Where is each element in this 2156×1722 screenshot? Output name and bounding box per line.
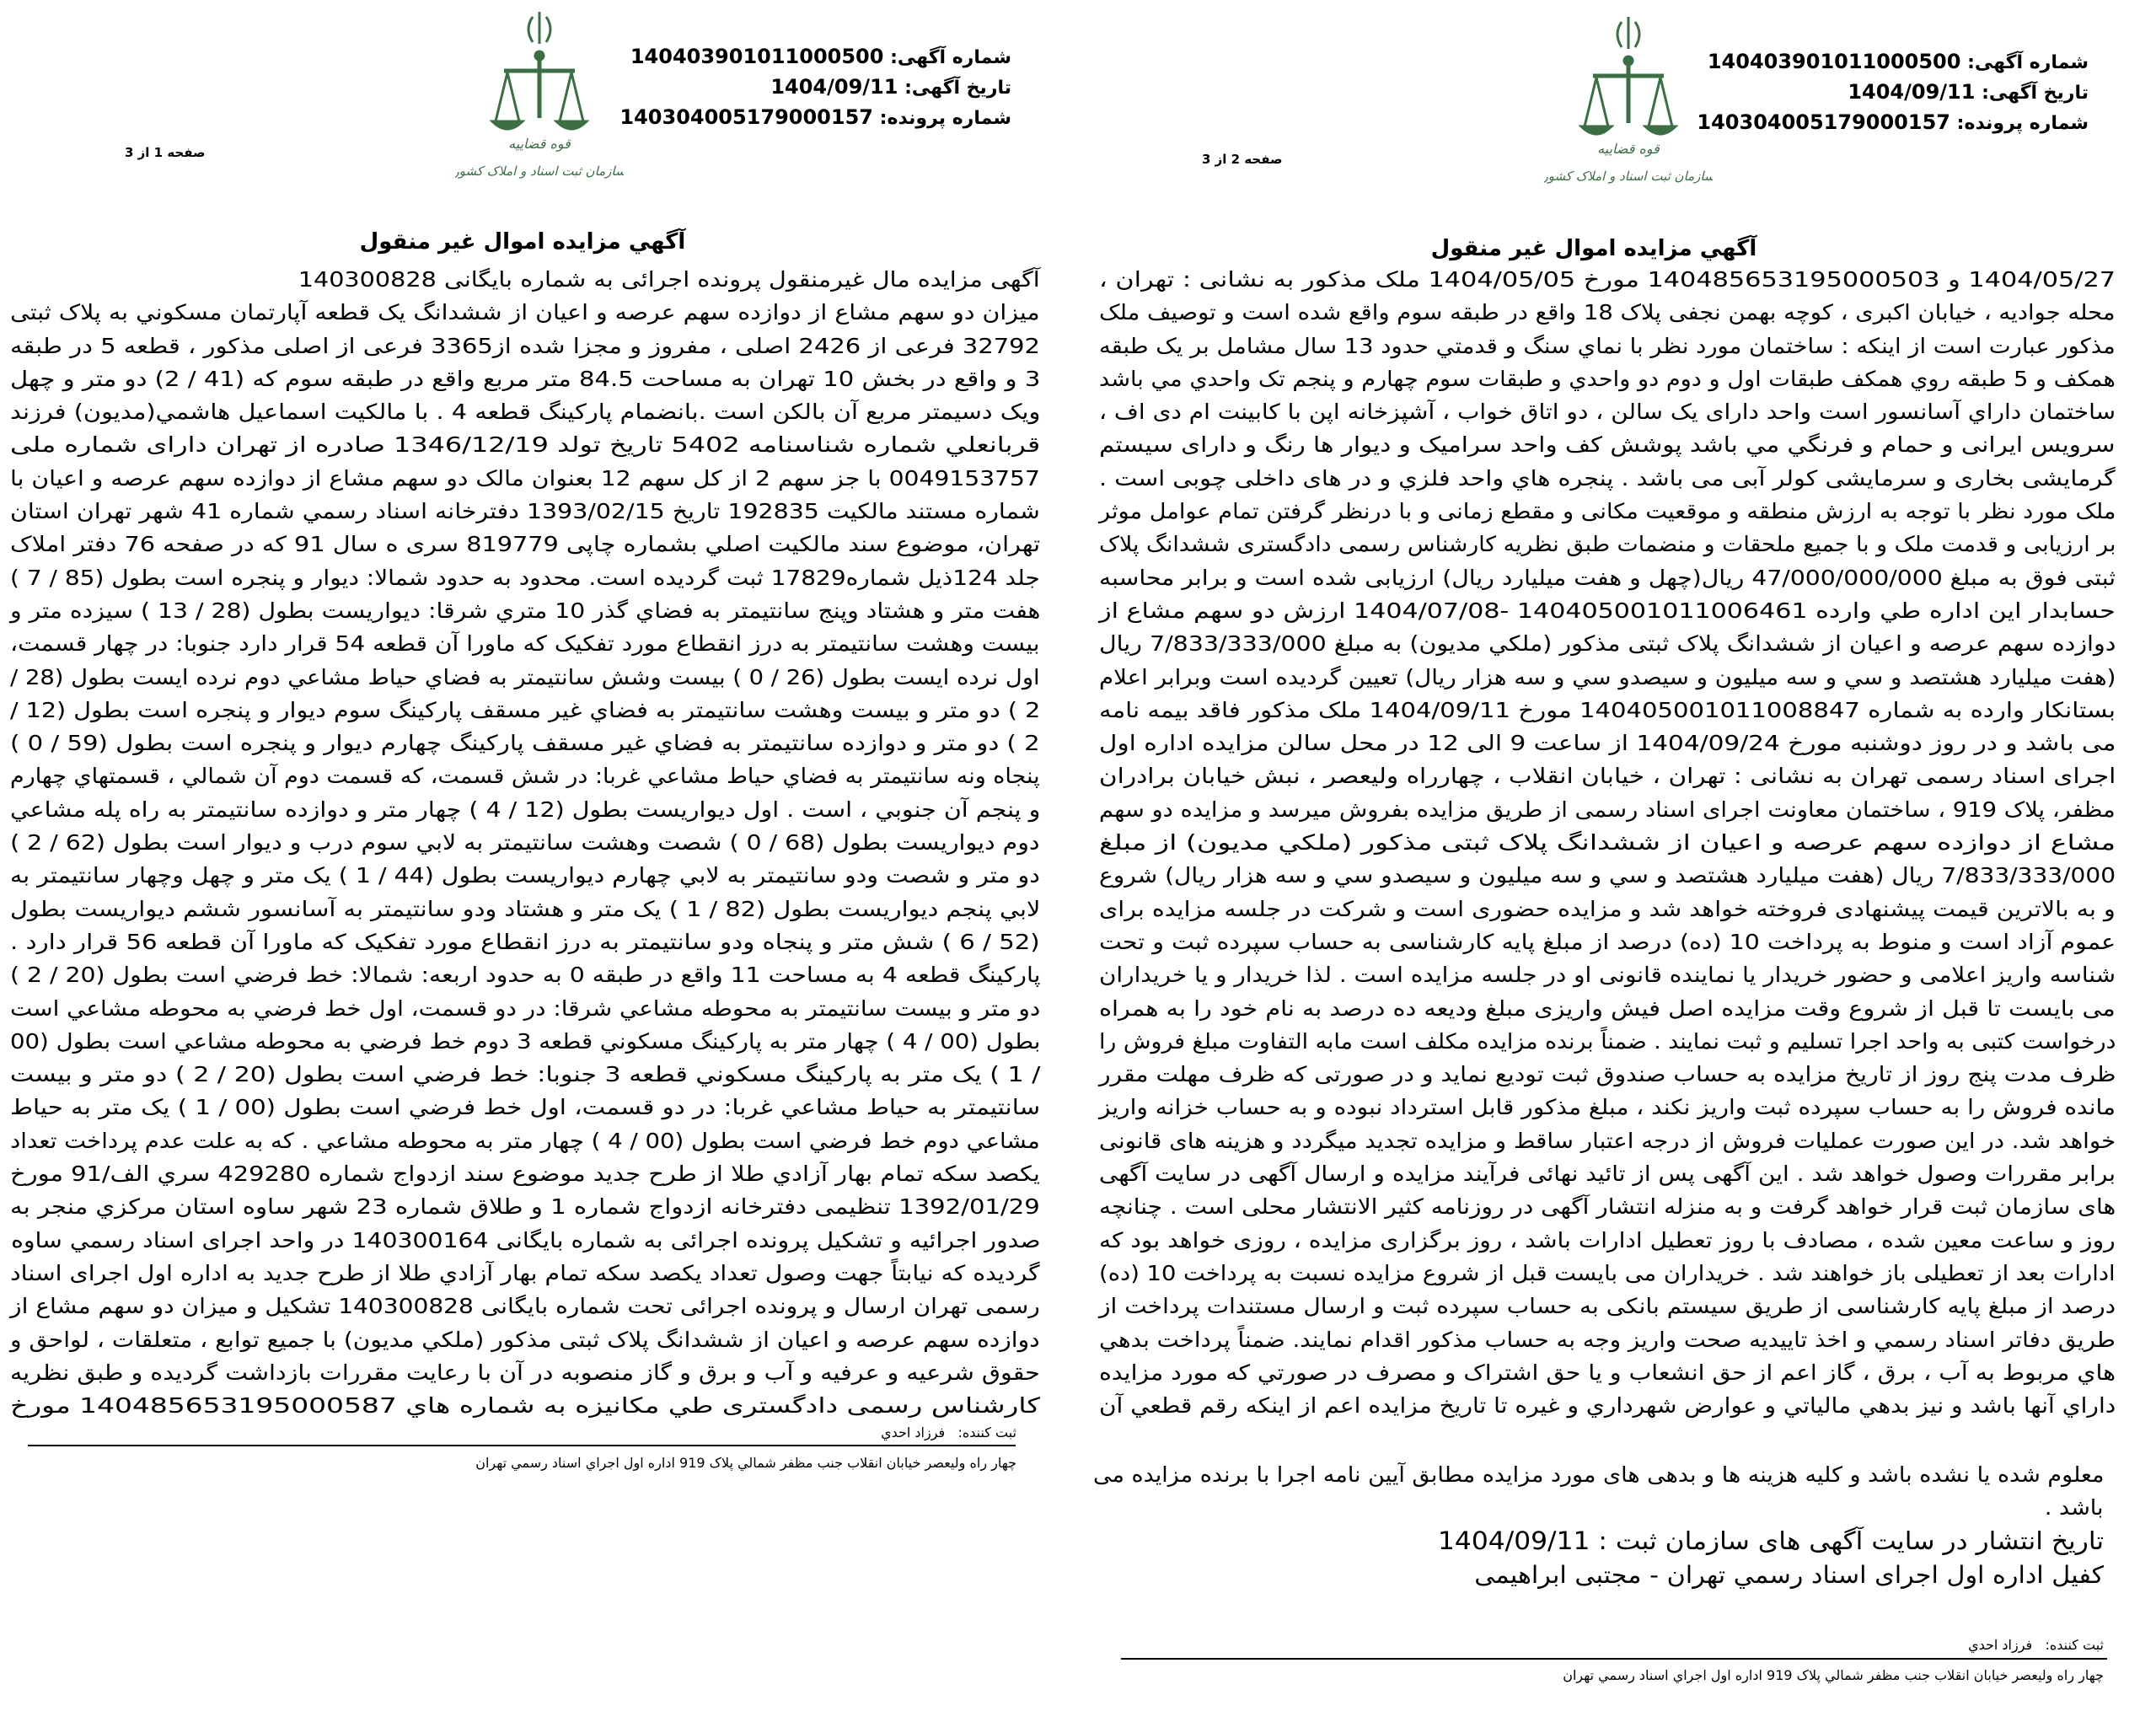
text-line (1099, 428, 2116, 461)
text-line (1099, 1356, 2116, 1389)
line-text: و پنجم آن جنوبي ، است . اول دیواریست بطول (12 / 4 ) چهار متر و دوازده سانتیمتر به راه پله مشاعي (9, 797, 1040, 822)
line-text: (هفت میلیارد هشتصد و سي و سه میلیون و سیصدو سي و سه هزار ریال) تعیین گردیده است وبرابر اعلام (1098, 664, 2116, 689)
line-text: 32792 فرعی از 2426 اصلی ، مفروز و مجزا شده از3365 فرعی از اصلی مذکور ، قطعه 5 در طبقه (10, 333, 1040, 358)
closing-line (1093, 1458, 2104, 1491)
publication-date (1093, 1525, 2104, 1558)
line-text: مشاع از دوازده سهم عرصه و اعیان از ششدانگ پلاک ثبتی مذکور (ملکي مدیون) از مبلغ (1098, 830, 2116, 856)
line-text: مظفر، پلاک 919 ، ساختمان معاونت اجرای اسناد رسمی از طریق مزایده بفروش میرسد و مزایده دو سهم (1099, 797, 2116, 822)
line-text: 3 و واقع در بخش 10 تهران به مساحت 84.5 متر مربع واقع در طبقه سوم که (41 / 2) دو متر و چهل (9, 366, 1040, 391)
text-line (10, 594, 1040, 627)
text-line (10, 1224, 1040, 1257)
signatory (1093, 1558, 2104, 1592)
office-address: چهار راه وليعصر خيابان انقلاب جنب مظفر شمالي پلاک 919 اداره اول اجراي اسناد رسمي تهران (1563, 1667, 2104, 1683)
line-text: 2 ) دو متر و دوازده سانتیمتر به فضاي غیر مسقف پارکینگ چهارم دیوار و پنجره است بطول (59 / 0 ) (10, 731, 1040, 756)
text-line (10, 495, 1040, 528)
registrar-label: ثبت کننده: (2045, 1637, 2104, 1653)
line-text: ثبتی فوق به مبلغ 47/000/000/000 ریال(چهل و هفت میلیارد ریال) ارزیابی شده است و برابر محاسبه (1098, 565, 2116, 590)
text-line (10, 1290, 1040, 1322)
footer-divider (28, 1445, 1016, 1446)
page-title: آگهي مزايده اموال غير منقول (1430, 236, 1757, 261)
case-number-label: شماره پرونده: (1956, 113, 2089, 134)
registrar (1968, 1637, 2104, 1653)
scales-of-justice-icon (455, 7, 624, 188)
registrar-name: فرزاد احدي (881, 1424, 946, 1440)
text-line (1099, 859, 2116, 892)
line-text: درخواست کتبی به واحد اجرا تسلیم و ثبت نمایند . ضمناً برنده مزایده مکلف است مابه التفاوت مبلغ فروش را (1098, 1028, 2116, 1054)
line-text: ظرف مدت پنج روز از تاریخ مزایده به حساب صندوق ثبت تودیع نماید و در صورتی که ظرف مهلت مقرر (1098, 1062, 2116, 1087)
line-text: آگهی مزایده مال غیرمنقول پرونده اجرائی به شماره بایگانی 140300828 (298, 267, 1040, 292)
notice-body (10, 263, 1040, 1422)
text-line (10, 627, 1040, 660)
line-text: دوازده سهم عرصه و اعیان از ششدانگ پلاک ثبتی مذکور (ملکي مدیون) با جمیع توابع ، متعلقات ، لواحق و (10, 1327, 1040, 1352)
text-line (10, 428, 1040, 461)
line-text: داراي آنها باشد و نیز بدهي مالیاتي و عوارض شهرداري و غیره تا تاریخ مزایده اعم از اینکه رقم قطعي آن (1098, 1393, 2116, 1419)
text-line (10, 528, 1040, 561)
line-text: محله جوادیه ، خیابان اکبری ، کوچه بهمن نجفی پلاک 18 واقع در طبقه سوم واقع شده است و توصیف ملک (1099, 300, 2116, 325)
line-text: حسابدار این اداره طي وارده 140405001011006461 -1404/07/08 ارزش دو سهم مشاع از (1099, 598, 2116, 623)
text-line (1099, 1323, 2116, 1356)
line-text: روز و ساعت معین شده ، مصادف با روز تعطیل ادارات باشد ، روز برگزاری مزایده ، روزی خواهد بود که (1099, 1227, 2116, 1253)
text-line (1099, 958, 2116, 991)
line-text: 2 ) دو متر و بیست وهشت سانتیمتر به فضاي غیر مسقف پارکینگ سوم دیوار و پنجره است بطول (12 / (9, 697, 1040, 722)
case-number: 140304005179000157 (619, 105, 873, 129)
ad-number: 140403901011000500 (630, 45, 884, 68)
ad-number-label: شماره آگهی: (1967, 52, 2089, 73)
ad-date-row (619, 72, 1011, 103)
text-line (1099, 1290, 2116, 1322)
text-line (1099, 462, 2116, 495)
line-text: دوازده سهم عرصه و اعیان از ششدانگ پلاک ثبتی مذکور (ملکي مدیون) به مبلغ 7/833/333/000 ریال (1098, 631, 2116, 657)
line-text: درصد از مبلغ پایه کارشناسی از طریق سیستم بانکی به حساب سپرده ثبت و ارسال مستندات پرداخت از (1098, 1294, 2116, 1319)
line-text: کارشناس رسمی دادگستری طي مکانیزه به شماره هاي 140485653195000587 مورخ (9, 1393, 1040, 1419)
line-text: طریق دفاتر اسناد رسمي و اخذ تاییدیه صحت واریز وجه به حساب مذکور اقدام نمایند. ضمناً پرداخت بدهي (1099, 1327, 2116, 1352)
line-text: گردیده که نیابتاً جهت وصول تعداد یکصد سکه تمام بهار آزادي طلا از طرح جدید به اداره اول اجرای اسناد (10, 1260, 1040, 1285)
text-line (1099, 1025, 2116, 1058)
line-text: سرویس ایرانی و حمام و فرنگي مي باشد پوشش کف واحد سرامیک و دیوار ها رنگ و دارای سیستم (1099, 432, 2116, 458)
text-line (10, 826, 1040, 859)
text-line (1099, 263, 2116, 296)
page-title: آگهي مزايده اموال غير منقول (359, 229, 686, 255)
text-line (10, 395, 1040, 428)
registrar (881, 1424, 1016, 1440)
text-line (1099, 727, 2116, 759)
text-line (10, 561, 1040, 594)
case-number-label: شماره پرونده: (879, 108, 1011, 129)
line-text: ساختمان داراي آسانسور است واحد دارای یک سالن ، دو اتاق خواب ، آشپزخانه اپن با کابینت ام دی اف ، (1098, 400, 2116, 425)
line-text: حقوق شرعیه و عرفیه و آب و برق و گاز منصوبه در آن با رعایت مقررات بازداشت گردیده و طبق نظریه (10, 1360, 1040, 1385)
line-text: پارکینگ قطعه 4 به مساحت 11 واقع در طبقه 0 به حدود اربعه: شمالا: خط فرضي است بطول (20 / 2 ) (9, 963, 1040, 988)
ad-number-label: شماره آگهی: (890, 47, 1011, 68)
line-text: شناسه واریز اعلامی و حضور خریدار یا نماینده قانونی او در جلسه مزایده است . لذا خریدار و یا خریداران (1098, 963, 2116, 988)
text-line (10, 1190, 1040, 1223)
line-text: دو متر و شصت ودو سانتیمتر به لابي چهارم دیواریست بطول (44 / 1 ) یک متر و چهل وچهار سانتیمتر به (10, 863, 1041, 888)
text-line (10, 1257, 1040, 1290)
line-text: تهران، موضوع سند مالکیت اصلي بشماره چاپی 819779 سری ه سال 91 که در صفحه 76 دفتر املاک (9, 532, 1040, 557)
text-line (1099, 330, 2116, 362)
line-text: ویک دسیمتر مربع آن بالکن است .بانضمام پارکینگ قطعه 4 . با مالکیت اسماعیل هاشمي(مدیون) فرزند (9, 400, 1040, 425)
text-line (1099, 1091, 2116, 1124)
ad-number-row (1697, 47, 2089, 78)
text-line (1099, 362, 2116, 395)
line-text: دو متر و بیست سانتیمتر به محوطه مشاعي شرقا: در دو قسمت، اول خط فرضي به محوطه مشاعي است (9, 995, 1040, 1021)
line-text: همکف و 5 طبقه روي همکف طبقات اول و دوم دو واحدي و طبقات سوم چهارم و پنجم تک واحدي مي باشد (1099, 366, 2116, 391)
line-text: بستانکار وارده به شماره 140405001011008847 مورخ 1404/09/11 ملک مذکور فاقد بیمه نامه (1099, 697, 2116, 722)
text-line (10, 1157, 1040, 1190)
case-number: 140304005179000157 (1697, 110, 1950, 134)
line-text: شماره مستند مالکیت 192835 تاریخ 1393/02/15 دفترخانه اسناد رسمي شماره 41 شهر تهران استان (10, 499, 1040, 524)
line-text: می باشد و در روز دوشنبه مورخ 1404/09/24 از ساعت 9 الی 12 در محل سالن مزایده اداره اول (1098, 731, 2116, 756)
line-text: سانتیمتر به حیاط مشاعي غربا: در دو قسمت، اول خط فرضي است بطول (00 / 1 ) یک متر به حیاط (9, 1095, 1040, 1120)
line-text: (52 / 6 ) شش متر و پنجاه ودو سانتیمتر به درز انقطاع مورد تفکیک که ماورا آن قطعه 56 قرار دارد . (10, 929, 1040, 954)
line-text: باشد . (2045, 1495, 2104, 1521)
text-line (10, 759, 1040, 792)
case-number-row (619, 103, 1011, 133)
intro-line (10, 263, 1040, 296)
line-text: جلد 124ذیل شماره17829 ثبت گردیده است. محدود به حدود شمالا: دیوار و پنجره است بطول (85 / 7 ) (10, 565, 1040, 590)
text-line (10, 1025, 1040, 1058)
line-text: و به بالاترین قیمت پیشنهادی فروخته خواهد شد و مزایده حضوری است و شرکت در جلسه مزایده برای (1099, 896, 2116, 921)
closing-line (1093, 1491, 2104, 1524)
line-text: اجرای اسناد رسمی تهران به نشانی : تهران ، خیابان انقلاب ، چهارراه ولیعصر ، نبش خیابان برادران (1098, 764, 2116, 789)
line-text: دوم دیواریست بطول (68 / 0 ) شصت وهشت سانتیمتر به لابي سوم درب و دیوار است بطول (62 / 2 ) (10, 830, 1040, 856)
line-text: یکصد سکه تمام بهار آزادي طلا از طرح جدید موضوع سند ازدواج شماره 429280 سري الف/91 مورخ (10, 1161, 1040, 1187)
line-text: 1392/01/29 تنظیمی دفترخانه ازدواج شماره 1 و طلاق شماره 23 شهر ساوه استان مرکزي منجر به (10, 1194, 1040, 1220)
line-text: صدور اجرائیه و تشکیل پرونده اجرائی به شماره بایگانی 140300164 در واحد اجرای اسناد رسمي ساوه (10, 1227, 1040, 1253)
text-line (1099, 925, 2116, 958)
text-line (10, 362, 1040, 395)
case-number-row (1697, 108, 2089, 138)
text-line (10, 1124, 1040, 1157)
line-text: می بایست تا قبل از شروع وقت مزایده اصل فیش واریزی مبلغ ودیعه ده درصد به نام خود را به همراه (1099, 995, 2116, 1021)
ad-header (619, 42, 1011, 133)
text-line (10, 925, 1040, 958)
page-indicator: صفحه 2 از 3 (1202, 152, 1283, 167)
notice-body (1099, 263, 2116, 1422)
text-line (10, 1323, 1040, 1356)
text-line (1099, 561, 2116, 594)
line-text: / 1 ) یک متر به پارکینگ مسکوني قطعه 3 جنوبا: خط فرضي است بطول (20 / 2 ) دو متر و بیست (9, 1062, 1040, 1087)
text-line (10, 958, 1040, 991)
ad-date-label: تاریخ آگهی: (904, 78, 1011, 99)
line-text: هفت متر و هشتاد وپنج سانتیمتر به فضاي گذر 10 متري شرقا: دیواریست بطول (28 / 13 ) سیزده متر و (9, 598, 1040, 623)
line-text: های سازمان ثبت قرار خواهد گرفت و به منزله انتشار آگهی در روزنامه کثیر الانتشار محلی است . چنانچه (1098, 1194, 2116, 1220)
line-text: کفیل اداره اول اجرای اسناد رسمي تهران - مجتبی ابراهیمی (1474, 1560, 2104, 1589)
line-text: بیست وهشت سانتیمتر به درز انقطاع مورد تفکیک که ماورا آن قطعه 54 قرار دارد جنوبا: در چهار قسمت، (10, 631, 1040, 657)
line-text: 7/833/333/000 ریال (هفت میلیارد هشتصد و سي و سه میلیون و سیصدو سي و سه هزار ریال) شروع (1098, 863, 2116, 888)
ad-date-row (1697, 78, 2089, 108)
line-text: بطول (00 / 4 ) چهار متر به پارکینگ مسکوني قطعه 3 دوم خط فرضي به محوطه مشاعي است بطول (00 (9, 1028, 1040, 1054)
ad-number: 140403901011000500 (1707, 50, 1961, 73)
page-indicator: صفحه 1 از 3 (125, 145, 206, 160)
line-text: میزان دو سهم مشاع از دوازده سهم عرصه و اعیان از ششدانگ یک قطعه آپارتمان مسکوني به پلاک ثبتی (10, 300, 1040, 325)
text-line (1099, 992, 2116, 1025)
line-text: معلوم شده یا نشده باشد و کلیه هزینه ها و بدهی های مورد مزایده مطابق آیین نامه اجرا با برنده مزایده می (1092, 1462, 2104, 1487)
text-line (10, 694, 1040, 727)
scales-of-justice-icon (1544, 12, 1713, 193)
text-line (1099, 1190, 2116, 1223)
line-text: تاریخ انتشار در سایت آگهی های سازمان ثبت : 1404/09/11 (1437, 1526, 2104, 1555)
text-line (10, 1058, 1040, 1091)
text-line (10, 859, 1040, 892)
text-line (1099, 1157, 2116, 1190)
line-text: مانده فروش را به حساب سپرده ثبت واریز نکند ، مبلغ مذکور قابل استرداد نبوده و به حساب خزانه واریز (1099, 1095, 2116, 1120)
text-line (10, 462, 1040, 495)
ad-header (1697, 47, 2089, 138)
line-text: رسمی تهران ارسال و پرونده اجرائی تحت شماره بایگانی 140300828 تشکیل و میزان دو سهم مشاع از (10, 1294, 1040, 1319)
text-line (1099, 793, 2116, 826)
ad-date-label: تاریخ آگهی: (1982, 83, 2089, 104)
text-line (10, 1356, 1040, 1389)
text-line (1099, 694, 2116, 727)
notice-closing (1093, 1458, 2104, 1592)
ad-number-row (619, 42, 1011, 72)
text-line (10, 296, 1040, 329)
line-text: ملک مورد نظر با توجه به ارزش منطقه و موقعیت مکانی و مقطع زمانی و با درنظر گرفتن تمام عوامل موثر (1098, 499, 2116, 524)
text-line (1099, 1389, 2116, 1422)
text-line (1099, 1257, 2116, 1290)
ad-date: 1404/09/11 (770, 75, 898, 99)
text-line (1099, 1224, 2116, 1257)
line-text: اول نرده ایست بطول (26 / 0 ) بیست وشش سانتیمتر به فضاي حیاط مشاعي دوم نرده ایست بطول (28 / (10, 664, 1040, 689)
registrar-label: ثبت کننده: (957, 1424, 1016, 1440)
line-text: برابر مقررات وصول خواهد شد . این آگهی پس از تائید نهائی فرآیند مزایده و ارسال آگهی در سایت آگهی (1098, 1161, 2116, 1187)
line-text: گرمایشی بخاری و سرمایشی کولر آبی می باشد . پنجره هاي واحد فلزي و در های داخلی چوبی است . (1099, 465, 2116, 491)
logo-text-bottom: سازمان ثبت اسناد و املاک کشور (1544, 169, 1713, 184)
line-text: بر ارزیابی و قدمت ملک و با جمیع ملحقات و منضمات طبق نظریه کارشناس رسمی دادگستری ششدانگ پلاک (1098, 532, 2116, 557)
line-text: خواهد شد. در این صورت عملیات فروش از درجه اعتبار ساقط و مزایده تجدید میگردد و هزینه های قانونی (1098, 1128, 2116, 1153)
line-text: مذکور عبارت است از اینکه : ساختمان مورد نظر با نماي سنگ و قدمتي حدود 13 سال مشامل بر یک طبقه (1099, 333, 2116, 358)
text-line (1099, 661, 2116, 694)
line-text: مشاعي دوم خط فرضي است بطول (00 / 4 ) چهار متر به محوطه مشاعي . که به علت عدم پرداخت تعداد (10, 1128, 1040, 1153)
text-line (10, 893, 1040, 925)
text-line (10, 793, 1040, 826)
line-text: قربانعلي شماره شناسنامه 5402 تاریخ تولد 1346/12/19 صادره از تهران دارای شماره ملی (9, 432, 1040, 458)
text-line (1099, 1058, 2116, 1091)
text-line (10, 330, 1040, 362)
text-line (1099, 1124, 2116, 1157)
text-line (10, 1389, 1040, 1422)
logo-text-top: قوه قضاییه (1597, 141, 1660, 157)
text-line (1099, 826, 2116, 859)
text-line (1099, 528, 2116, 561)
text-line (10, 992, 1040, 1025)
text-line (1099, 296, 2116, 329)
text-line (1099, 495, 2116, 528)
text-line (1099, 395, 2116, 428)
judiciary-logo (1544, 12, 1713, 196)
text-line (1099, 627, 2116, 660)
judiciary-logo (455, 7, 624, 191)
line-text: پنجاه ونه سانتیمتر به فضاي حیاط مشاعي غربا: در شش قسمت، که قسمت دوم آن شمالي ، قسمتهاي چهارم (10, 764, 1040, 789)
text-line (1099, 759, 2116, 792)
footer-divider (1121, 1658, 2107, 1660)
line-text: ادارات بعد از تعطیلی باز خواهند شد . خریداران می بایست قبل از شروع مزایده نسبت به پرداخت 10 (ده) (1099, 1260, 2116, 1285)
text-line (10, 727, 1040, 759)
logo-text-top: قوه قضاییه (508, 136, 571, 152)
line-text: 0049153757 با جز سهم 2 از کل سهم 12 بعنوان مالک دو سهم مشاع از دوازده سهم عرصه و اعیان با (10, 465, 1040, 491)
line-text: عموم آزاد است و منوط به پرداخت 10 (ده) درصد از مبلغ پایه کارشناسی به حساب سپرده ثبت و تحت (1098, 929, 2116, 954)
line-text: 1404/05/27 و 140485653195000503 مورخ 1404/05/05 ملک مذکور به نشانی : تهران ، (1098, 267, 2116, 292)
registrar-name: فرزاد احدي (1968, 1637, 2033, 1653)
text-line (10, 661, 1040, 694)
logo-text-bottom: سازمان ثبت اسناد و املاک کشور (455, 164, 624, 179)
text-line (1099, 893, 2116, 925)
text-line (1099, 594, 2116, 627)
line-text: هاي مربوط به آب ، برق ، گاز اعم از حق انشعاب و یا حق اشتراک و مصرف در صورتي که مورد مزایده (1098, 1360, 2116, 1385)
ad-date: 1404/09/11 (1848, 80, 1976, 104)
office-address: چهار راه وليعصر خيابان انقلاب جنب مظفر شمالي پلاک 919 اداره اول اجراي اسناد رسمي تهران (475, 1455, 1016, 1471)
line-text: لابي پنجم دیواریست بطول (82 / 1 ) یک متر و هشتاد ودو سانتیمتر به آسانسور ششم دیواریست بطول (9, 896, 1040, 921)
text-line (10, 1091, 1040, 1124)
